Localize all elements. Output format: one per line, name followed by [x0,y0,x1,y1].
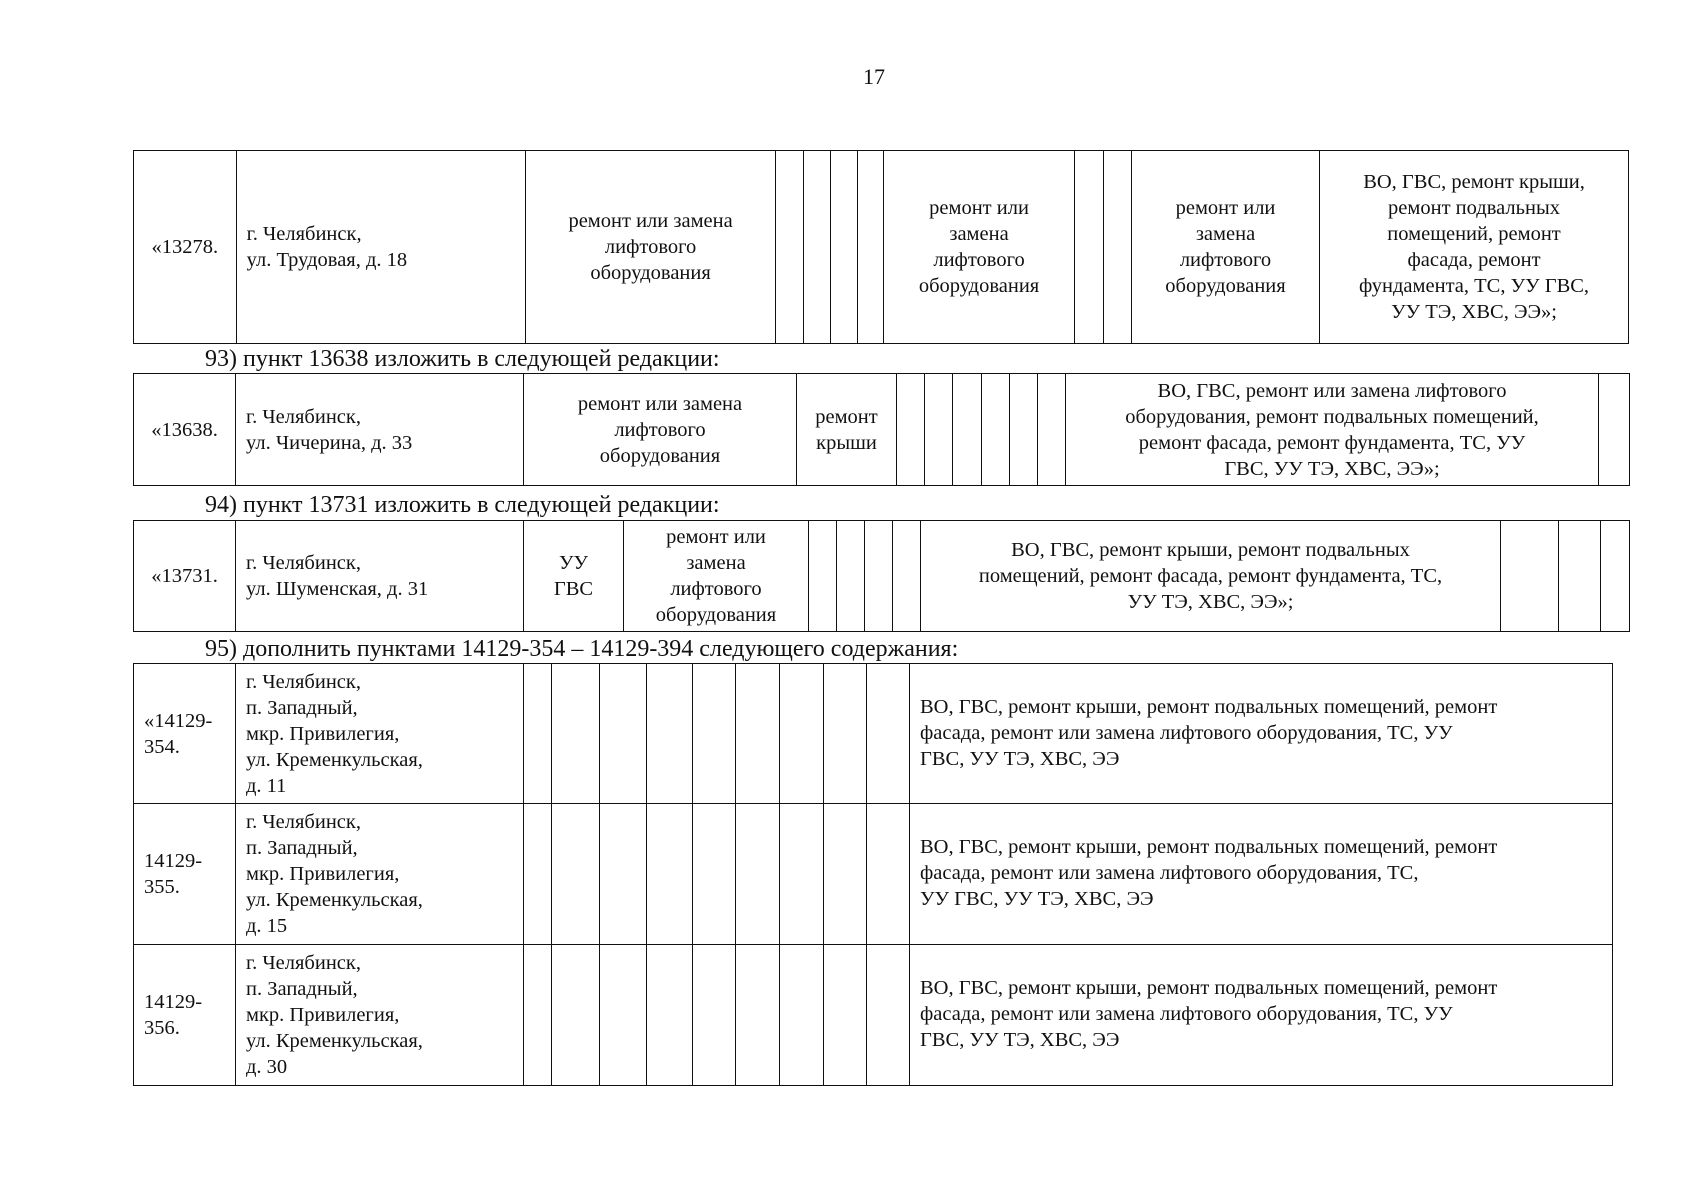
empty-cell [736,664,780,804]
empty-cell [837,521,865,632]
address-line: г. Челябинск, [246,811,361,833]
item-number [134,945,236,1086]
address-line: д. 11 [246,774,287,797]
empty-cell [809,521,837,632]
table-row [134,374,1630,486]
work-line: замена [1195,223,1256,245]
page-number: 17 [863,64,885,89]
empty-cell [693,804,736,945]
table-row [134,945,1613,1086]
summary-line: ВО, ГВС, ремонт крыши, ремонт подвальных помещений, ремонт [920,977,1498,999]
summary-line: ремонт подвальных [1388,197,1560,219]
address-cell [236,945,524,1086]
table-new-items [133,663,1613,1086]
number-line: 354. [144,735,180,758]
work-cell [524,374,797,486]
number-line: «14129- [144,709,213,732]
item-number: «13638. [134,374,236,486]
table-row [134,804,1613,945]
summary-line: фасада, ремонт или замена лифтового оборудования, ТС, УУ [920,722,1453,744]
address-line: ул. Шуменская, д. 31 [246,578,429,600]
summary-line: ВО, ГВС, ремонт крыши, ремонт подвальных [1011,539,1410,561]
empty-cell [824,804,867,945]
address-line: ул. Трудовая, д. 18 [246,249,408,271]
address-line: г. Челябинск, [246,223,362,245]
empty-cell [893,521,921,632]
empty-cell [1599,374,1630,486]
work-line: лифтового [614,418,706,441]
item-number [134,664,236,804]
summary-cell [1320,151,1629,344]
summary-cell [910,945,1613,1086]
address-line: ул. Кременкульская, [246,748,423,771]
summary-cell [921,521,1501,632]
work-line: ремонт или [1175,197,1276,219]
summary-cell [910,804,1613,945]
summary-line: ремонт фасада, ремонт фундамента, ТС, УУ [1138,431,1526,454]
work-line: оборудования [599,444,721,467]
summary-line: ГВС, УУ ТЭ, ХВС, ЭЭ [920,1029,1120,1051]
empty-cell [1559,521,1601,632]
empty-cell [824,664,867,804]
heading-93: 93) пункт 13638 изложить в следующей редакции: [205,346,720,372]
empty-cell [780,664,824,804]
empty-cell [867,945,910,1086]
empty-cell [524,664,552,804]
work-line: крыши [816,431,877,454]
empty-cell [831,151,858,344]
summary-line: ГВС, УУ ТЭ, ХВС, ЭЭ»; [1224,457,1440,480]
empty-cell [736,945,780,1086]
address-cell [236,374,524,486]
address-cell [236,664,524,804]
empty-cell [953,374,982,486]
summary-line: УУ ТЭ, ХВС, ЭЭ»; [1127,591,1294,613]
empty-cell [867,804,910,945]
empty-cell [600,664,647,804]
address-line: д. 15 [246,915,288,937]
empty-cell [1010,374,1038,486]
summary-line: ВО, ГВС, ремонт крыши, [1363,171,1585,193]
address-line: мкр. Привилегия, [246,722,400,745]
address-line: ул. Кременкульская, [246,1030,423,1052]
address-line: ул. Кременкульская, [246,889,423,911]
empty-cell [647,804,693,945]
work-line: замена [949,223,1009,245]
table-row [134,664,1613,804]
summary-line: ВО, ГВС, ремонт крыши, ремонт подвальных помещений, ремонт [920,696,1498,718]
address-line: мкр. Привилегия, [246,1004,400,1026]
empty-cell [524,804,552,945]
summary-cell [1066,374,1599,486]
empty-cell [647,945,693,1086]
address-cell [236,151,526,344]
work-line: ремонт или замена [577,392,743,415]
empty-cell [925,374,953,486]
address-cell [236,521,524,632]
number-line: 14129- [144,991,203,1013]
empty-cell [736,804,780,945]
work-line: замена [686,552,746,574]
empty-cell [552,945,600,1086]
number-line: 355. [144,876,180,898]
work-line: лифтового [604,236,697,258]
empty-cell [552,804,600,945]
empty-cell [824,945,867,1086]
work-cell [884,151,1074,344]
item-number [134,804,236,945]
summary-line: помещений, ремонт фасада, ремонт фундамента, ТС, [978,565,1443,587]
work-cell [524,521,624,632]
address-line: д. 30 [246,1056,288,1078]
heading-95: 95) дополнить пунктами 14129-354 – 14129-394 следующего содержания: [205,636,959,662]
address-line: п. Западный, [246,696,358,719]
empty-cell [775,151,803,344]
empty-cell [1038,374,1066,486]
empty-cell [867,664,910,804]
empty-cell [804,151,831,344]
empty-cell [600,945,647,1086]
address-line: ул. Чичерина, д. 33 [246,431,413,454]
item-number: «13731. [134,521,236,632]
work-line: ремонт или замена [568,210,733,232]
work-line: оборудования [655,604,777,626]
summary-line: помещений, ремонт [1387,223,1561,245]
empty-cell [693,945,736,1086]
address-line: г. Челябинск, [246,952,361,974]
work-cell [797,374,897,486]
work-line: лифтового [670,578,762,600]
summary-line: фасада, ремонт или замена лифтового оборудования, ТС, УУ [920,1003,1453,1025]
work-cell [1131,151,1319,344]
address-line: п. Западный, [246,837,358,859]
empty-cell [552,664,600,804]
empty-cell [524,945,552,1086]
heading-94: 94) пункт 13731 изложить в следующей редакции: [205,492,720,518]
number-line: 14129- [144,850,203,872]
table-item-13278 [133,150,1629,344]
summary-line: фундамента, ТС, УУ ГВС, [1359,275,1590,297]
work-line: лифтового [1179,249,1272,271]
empty-cell [780,804,824,945]
work-cell [526,151,776,344]
work-line: оборудования [918,275,1040,297]
table-row [134,151,1629,344]
address-cell [236,804,524,945]
work-line: оборудования [1165,275,1286,297]
empty-cell [982,374,1010,486]
summary-line: ВО, ГВС, ремонт крыши, ремонт подвальных помещений, ремонт [920,836,1498,858]
empty-cell [858,151,884,344]
item-number: «13278. [134,151,237,344]
work-line: ремонт или [929,197,1029,219]
work-cell [624,521,809,632]
summary-line: ВО, ГВС, ремонт или замена лифтового [1157,379,1507,402]
work-line: оборудования [590,262,711,284]
empty-cell [600,804,647,945]
summary-cell [910,664,1613,804]
summary-line: УУ ТЭ, ХВС, ЭЭ»; [1391,301,1557,323]
address-line: г. Челябинск, [246,405,361,428]
address-line: п. Западный, [246,978,358,1000]
address-line: г. Челябинск, [246,670,361,693]
work-line: ремонт [815,405,878,428]
empty-cell [693,664,736,804]
summary-line: ГВС, УУ ТЭ, ХВС, ЭЭ [920,748,1120,770]
work-line: ГВС [553,578,594,600]
summary-line: фасада, ремонт или замена лифтового оборудования, ТС, [920,862,1419,884]
empty-cell [647,664,693,804]
address-line: мкр. Привилегия, [246,863,400,885]
work-line: УУ [558,552,589,574]
empty-cell [1601,521,1630,632]
table-item-13638 [133,373,1630,486]
empty-cell [865,521,893,632]
empty-cell [1074,151,1103,344]
summary-line: УУ ГВС, УУ ТЭ, ХВС, ЭЭ [920,888,1154,910]
work-line: лифтового [933,249,1025,271]
address-line: г. Челябинск, [246,552,361,574]
empty-cell [1103,151,1131,344]
number-line: 356. [144,1017,180,1039]
table-item-13731 [133,520,1630,632]
empty-cell [1501,521,1559,632]
summary-line: оборудования, ремонт подвальных помещений, [1125,405,1539,428]
summary-line: фасада, ремонт [1407,249,1541,271]
empty-cell [897,374,925,486]
table-row [134,521,1630,632]
empty-cell [780,945,824,1086]
work-line: ремонт или [666,526,766,548]
